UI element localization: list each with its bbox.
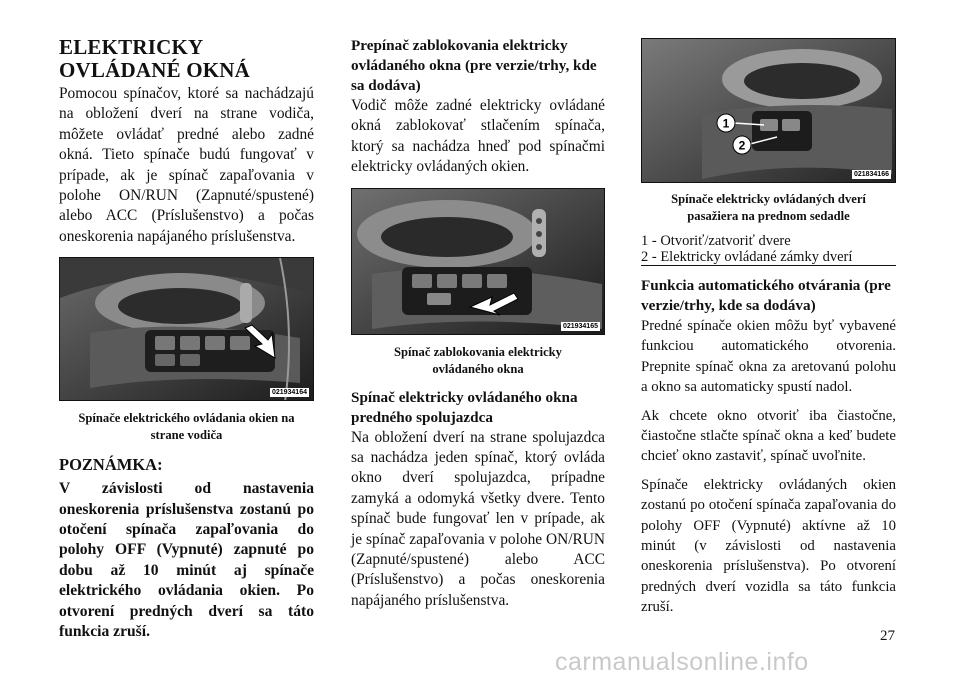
image-code: 021834166 (853, 171, 889, 178)
auto-down-text-3: Spínače elektricky ovládaných okien zostanú po otočení spínača zapaľovania do polohy OFF (Vypnuté) aktívne až 10 minút (v závislosti od nastavenia oneskorenia príslušenstva). Po otvorení predných dverí vozidla sa táto funkcia zruší. (641, 476, 896, 616)
passenger-door-illustration (642, 39, 896, 183)
legend-divider (641, 265, 896, 266)
legend-item-1: 1 - Otvoriť/zatvoriť dvere (641, 233, 791, 249)
passenger-switch-heading: Spínač elektricky ovládaného okna predného spolujazdca (351, 388, 578, 426)
lock-switch-heading: Prepínač zablokovania elektricky ovládaného okna (pre verzie/trhy, kde sa dodáva) (351, 37, 597, 94)
watermark[interactable]: carmanualsonline.info (555, 648, 809, 676)
column-left (59, 36, 314, 643)
auto-down-heading: Funkcia automatického otvárania (pre verzie/trhy, kde sa dodáva) (641, 277, 891, 314)
passenger-door-photo (641, 38, 896, 183)
callout-2: 2 (738, 138, 746, 153)
window-lock-illustration (352, 189, 605, 335)
driver-door-switches-photo (59, 257, 314, 401)
page-number: 27 (880, 628, 895, 644)
intro-paragraph: Pomocou spínačov, ktoré sa nachádzajú na obložení dverí na strane vodiča, môžete ovládať predné alebo zadné okná. Tieto spínače budú fungovať v prípade, ak je spínač zapaľovania v polohe ON/RUN (Zapnuté/spustené) alebo ACC (Príslušenstvo) a počas oneskorenia napájaného príslušenstva. (59, 85, 314, 245)
section-title: ELEKTRICKY OVLÁDANÉ OKNÁ (59, 35, 251, 82)
image-code: 021934165 (562, 322, 598, 330)
legend-item-2: 2 - Elektricky ovládané zámky dverí (641, 249, 853, 265)
image-caption: Spínač zablokovania elektricky ovládaného okna (394, 344, 562, 376)
driver-door-illustration (60, 258, 314, 401)
image-caption: Spínače elektrického ovládania okien na strane vodiča (78, 411, 295, 443)
lock-switch-text: Vodič môže zadné elektricky ovládané okná zablokovať stlačením spínača, ktorý sa nachádza hneď pod spínačmi elektricky ovládaných okien. (351, 97, 605, 176)
note-text: V závislosti od nastavenia oneskorenia príslušenstva zostanú po otočení spínača zapaľovania do polohy OFF (Vypnuté) zapnuté po dobu až 10 minút aj spínače elektrického ovládania okien. Po otvorení predných dverí sa táto funkcia zruší. (59, 480, 314, 641)
auto-down-text-2: Ak chcete okno otvoriť iba čiastočne, čiastočne stlačte spínač okna a keď budete chcieť okno zastaviť, spínač uvoľnite. (641, 407, 896, 465)
column-middle (351, 36, 605, 611)
column-right (641, 36, 896, 618)
auto-down-text-1: Predné spínače okien môžu byť vybavené funkciou automatického otvorenia. Prepnite spínač okna za aretovanú polohu a okno sa automaticky spustí nadol. (641, 318, 896, 396)
callout-1: 1 (722, 116, 730, 131)
note-title: POZNÁMKA: (59, 455, 163, 475)
legend (641, 233, 896, 266)
window-lock-photo (351, 188, 605, 335)
image-caption: Spínače elektricky ovládaných dverí pasažiera na prednom sedadle (671, 192, 866, 223)
image-code: 021934164 (271, 389, 307, 397)
passenger-switch-text: Na obložení dverí na strane spolujazdca sa nachádza jeden spínač, ktorý ovláda okno dverí spolujazdca, prípadne zamyká a odomyká všetky dvere. Tento spínač bude fungovať len v prípade, ak je spínač zapaľovania v polohe ON/RUN (Zapnuté/spustené) alebo ACC (Príslušenstvo) a počas oneskorenia napájaného príslušenstva. (351, 428, 605, 609)
